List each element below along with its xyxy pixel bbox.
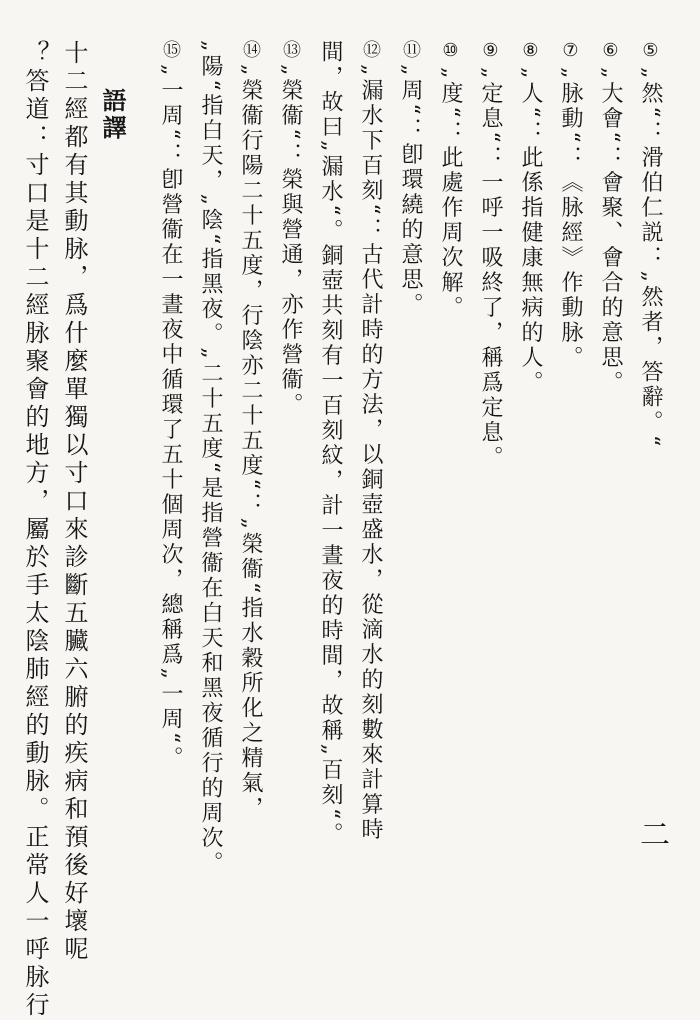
note-text: „定息“：一呼一吸終了，稱爲定息。 [478,67,503,471]
note-12-continuation [310,40,350,985]
note-number: ⑤ [640,40,661,61]
note-7 [550,40,590,985]
note-text: „榮衞“：榮與營通，亦作營衞。 [278,64,303,418]
section-gap [132,40,150,985]
note-text: „脉動“：《脉經》作動脉。 [558,67,583,371]
note-13 [270,40,310,985]
note-number: ⑬ [280,40,301,58]
note-9 [470,40,510,985]
note-text: „榮衞行陽二十五度，行陰亦二十五度“：„榮衞“指水穀所化之精氣， [238,64,263,822]
note-8 [510,40,550,985]
note-number: ⑭ [240,40,261,58]
note-number: ⑨ [480,40,501,61]
note-text: „度“：此處作周次解。 [438,67,463,321]
translation-line: ？答道：寸口是十二經脉聚會的地方，屬於手太陰肺經的動脉。正常人一呼脉行 [21,40,49,1020]
note-text: „一周“：卽營衞在一晝夜中循環了五十個周次，總稱爲„一周“。 [158,64,183,772]
note-text: „陽“指白天，„陰“指黑夜。„二十五度“是指營衞在白天和黑夜循行的周次。 [198,40,223,876]
note-14-continuation [190,40,230,985]
note-10 [430,40,470,985]
note-text: „然“：滑伯仁説：„然者，答辭。“ [638,67,663,450]
note-6 [590,40,630,985]
note-text: „周“：卽環繞的意思。 [398,64,423,318]
note-text: 間，故曰„漏水“。銅壺共刻有一百刻紋，計一晝夜的時間，故稱„百刻“。 [318,40,343,848]
note-12 [350,40,390,985]
note-number: ⑦ [560,40,581,61]
note-number: ⑩ [440,40,461,61]
note-text: „人“：此係指健康無病的人。 [518,67,543,396]
note-number: ⑮ [160,40,181,58]
note-number: ⑧ [520,40,541,61]
page-number: 二 [640,818,670,853]
note-text: „大會“：會聚、會合的意思。 [598,67,623,396]
note-14 [230,40,270,985]
section-heading: 語譯 [98,88,127,142]
note-number: ⑥ [600,40,621,61]
vertical-text-block [15,40,670,1020]
note-number: ⑪ [400,40,421,58]
note-15 [150,40,190,985]
note-11 [390,40,430,985]
note-text: „漏水下百刻“：古代計時的方法，以銅壺盛水，從滴水的刻數來計算時 [358,64,383,843]
translation-line: 十二經都有其動脉，爲什麼單獨以寸口來診斷五臟六腑的疾病和預後好壞呢 [60,40,88,964]
note-number: ⑫ [360,40,381,58]
